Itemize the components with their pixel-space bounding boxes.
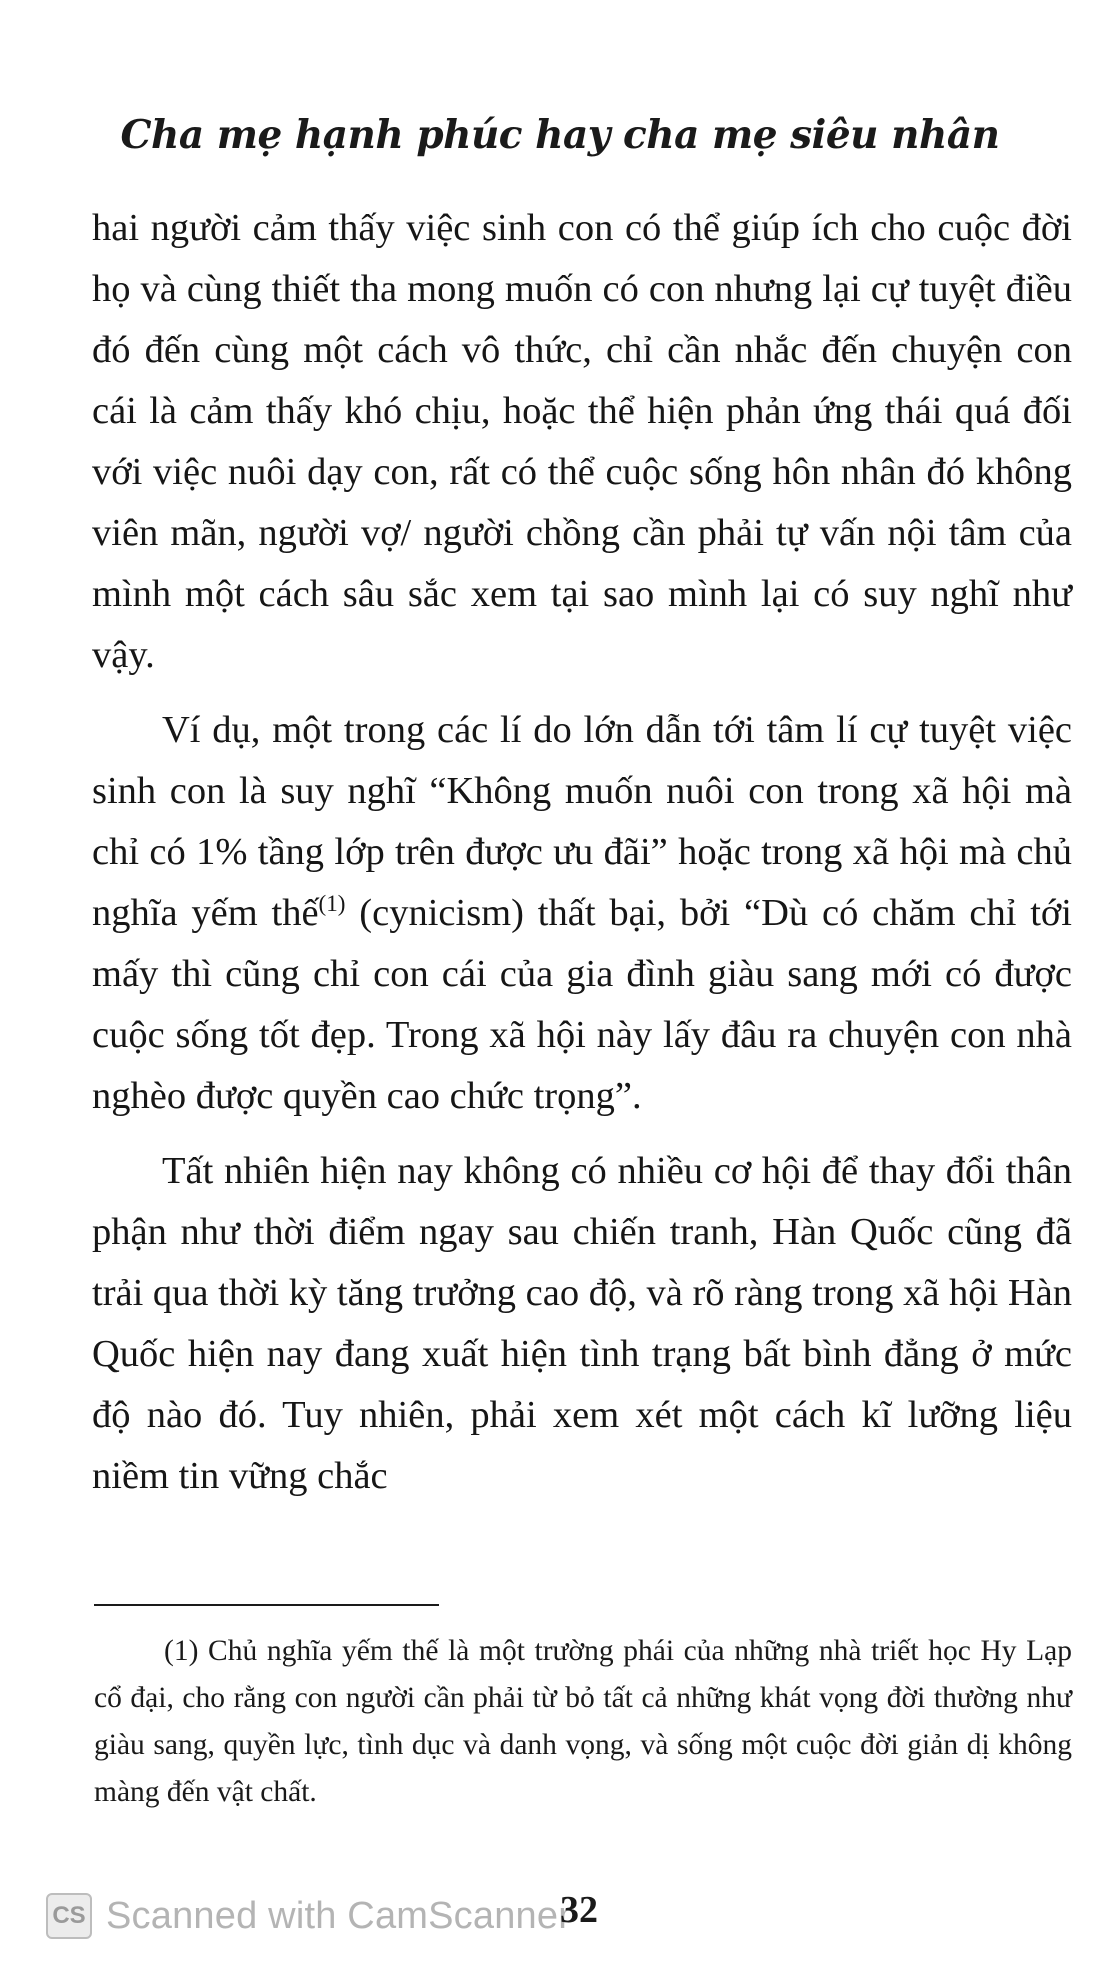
running-header: Cha mẹ hạnh phúc hay cha mẹ siêu nhân (120, 112, 1000, 158)
camscanner-watermark (46, 1893, 571, 1939)
paragraph-2-text-b: (cynicism) thất bại, bởi “Dù có chăm chỉ tới mấy thì cũng chỉ con cái của gia đình giàu sang mới có được cuộc sống tốt đẹp. Trong xã hội này lấy đâu ra chuyện con nhà nghèo được quyền cao chức trọng”. (92, 892, 1072, 1117)
footnote: (1) Chủ nghĩa yếm thế là một trường phái của những nhà triết học Hy Lạp cổ đại, cho rằng con người cần phải từ bỏ tất cả những khát vọng đời thường như giàu sang, quyền lực, tình dục và danh vọng, và sống một cuộc đời giản dị không màng đến vật chất. (94, 1635, 1072, 1808)
body-text (92, 198, 1072, 1521)
footnote-reference: (1) (318, 890, 346, 917)
page-number: 32 (560, 1889, 598, 1931)
paragraph-2 (92, 700, 1072, 1127)
paragraph-3: Tất nhiên hiện nay không có nhiều cơ hội để thay đổi thân phận như thời điểm ngay sau chiến tranh, Hàn Quốc cũng đã trải qua thời kỳ tăng trưởng cao độ, và rõ ràng trong xã hội Hàn Quốc hiện nay đang xuất hiện tình trạng bất bình đẳng ở mức độ nào đó. Tuy nhiên, phải xem xét một cách kĩ lưỡng liệu niềm tin vững chắc (92, 1150, 1072, 1497)
watermark-text: Scanned with CamScanner (106, 1894, 572, 1937)
camscanner-logo-icon: CS (46, 1893, 92, 1939)
paragraph-1: hai người cảm thấy việc sinh con có thể giúp ích cho cuộc đời họ và cùng thiết tha mong muốn có con nhưng lại cự tuyệt điều đó đến cùng một cách vô thức, chỉ cần nhắc đến chuyện con cái là cảm thấy khó chịu, hoặc thể hiện phản ứng thái quá đối với việc nuôi dạy con, rất có thể cuộc sống hôn nhân đó không viên mãn, người vợ/ người chồng cần phải tự vấn nội tâm của mình một cách sâu sắc xem tại sao mình lại có suy nghĩ như vậy. (92, 207, 1072, 676)
paragraph-2-text-a: Ví dụ, một trong các lí do lớn dẫn tới tâm lí cự tuyệt việc sinh con là suy nghĩ “Không muốn nuôi con trong xã hội mà chỉ có 1% tầng lớp trên được ưu đãi” hoặc trong xã hội mà chủ nghĩa yếm thế (92, 709, 1072, 934)
footnote-divider (94, 1604, 439, 1606)
